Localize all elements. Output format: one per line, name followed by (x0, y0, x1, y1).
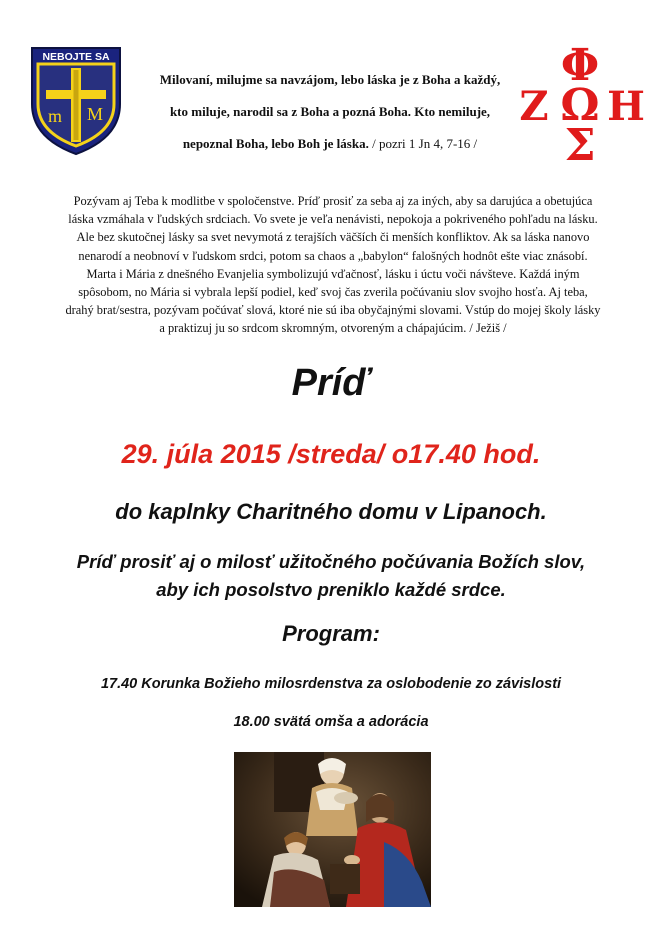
paragraph-line: spôsobom, no Mária si vybrala lepší podiel, keď svoj čas zverila počúvaniu slov svojho hosťa. Aj teba, (78, 285, 588, 300)
quote-line-1: Milovaní, milujme sa navzájom, lebo láska je z Boha a každý, (159, 72, 501, 87)
quote-line-2: kto miluje, narodil sa z Boha a pozná Boha. Kto nemiluje, (169, 104, 491, 119)
quote-reference: / pozri 1 Jn 4, 7-16 / (368, 136, 478, 151)
invite-text (0, 548, 662, 604)
paragraph-line: nenarodí a neobnoví v ľudskom srdci, potom sa chaos a „babylon“ falošných hodnôt ešte viac znásobí. (78, 248, 588, 263)
svg-text:Η: Η (607, 83, 645, 130)
svg-text:Ζ: Ζ (519, 83, 549, 130)
invitation-paragraph (50, 192, 616, 338)
paragraph-line: Pozývam aj Teba k modlitbe v spoločenstve. Príď prosiť za seba aj za iných, aby sa darujúca a obetujúca (73, 194, 593, 208)
scripture-quote (138, 64, 522, 160)
shield-logo (26, 42, 126, 156)
svg-text:Ω: Ω (560, 80, 600, 131)
paragraph-line: Marta i Mária z dnešného Evanjelia symbolizujú vďačnosť, lásku i úctu voči návšteve. Každá iným (86, 266, 580, 281)
paragraph-line: drahý brat/sestra, pozývam počúvať slová, ktoré nie sú iba obyčajnými slovami. Vstúp do mojej školy lásky (65, 303, 601, 318)
program-item: 18.00 svätá omša a adorácia (233, 714, 429, 730)
religious-painting (234, 752, 431, 907)
shield-motto: NEBOJTE SA (42, 51, 110, 63)
invite-line-1: Príď prosiť aj o milosť užitočného počúvania Božích slov, (76, 551, 586, 572)
svg-text:Σ: Σ (564, 120, 596, 171)
program-title: Program: (282, 621, 380, 646)
event-date: 29. júla 2015 /streda/ o17.40 hod. (121, 439, 541, 469)
event-place: do kaplnky Charitného domu v Lipanoch. (115, 499, 547, 524)
quote-line-3-text: nepoznal Boha, lebo Boh je láska. (182, 136, 369, 151)
svg-text:Φ: Φ (560, 40, 600, 91)
phos-zoe-logo (519, 40, 645, 171)
main-heading: Príď (291, 362, 371, 404)
shield-letter-right: M (87, 104, 104, 124)
invite-line-2: aby ich posolstvo preniklo každé srdce. (156, 579, 506, 600)
program-item: 17.40 Korunka Božieho milosrdenstva za oslobodenie zo závislosti (100, 676, 562, 692)
paragraph-line: láska vzmáhala v ľudských srdciach. Vo svete je veľa nenávisti, nepokoja a pokriveného pohľadu na lásku. (68, 212, 598, 227)
paragraph-line: Ale bez skutočnej lásky sa svet nevymotá z terajších väčších či menších konfliktov. Ak sa láska nanovo (76, 230, 590, 245)
paragraph-line: a praktizuj ju so srdcom skromným, otvoreným a chápajúcim. / Ježiš / (159, 321, 507, 336)
quote-line-3 (138, 128, 522, 160)
shield-letter-left: m (48, 106, 63, 126)
